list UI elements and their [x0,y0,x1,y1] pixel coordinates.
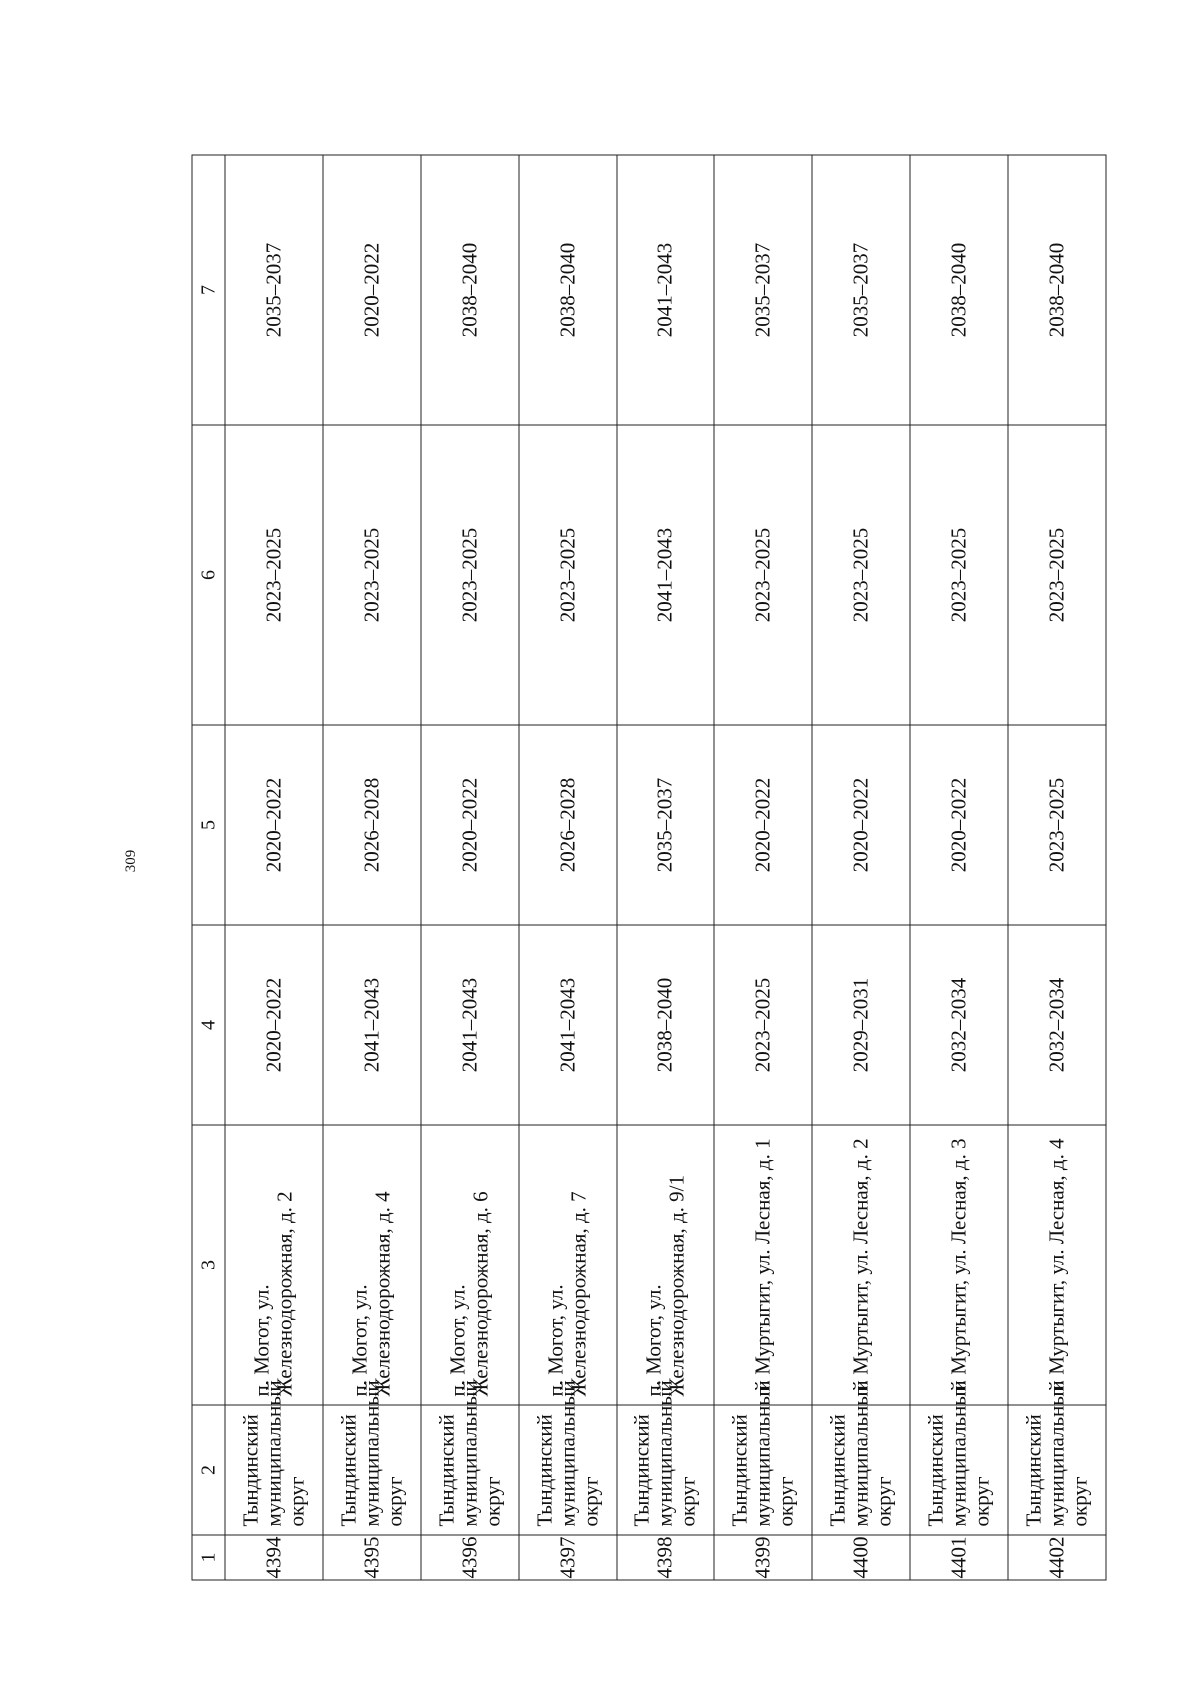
period-cell-7: 2041–2043 [617,155,715,425]
period-cell-7: 2020–2022 [323,155,421,425]
row-number-cell: 4397 [519,1535,617,1580]
period-cell-5: 2020–2022 [225,725,323,925]
district-cell: Тындинский муниципальный округ [617,1405,715,1535]
period-cell-7: 2038–2040 [910,155,1008,425]
period-cell-4: 2041–2043 [519,925,617,1125]
address-cell: п. Могот, ул. Железнодорожная, д. 6 [421,1125,519,1405]
address-cell: п. Могот, ул. Железнодорожная, д. 7 [519,1125,617,1405]
period-cell-7: 2035–2037 [812,155,910,425]
period-cell-6: 2023–2025 [910,425,1008,725]
period-cell-6: 2023–2025 [323,425,421,725]
period-cell-6: 2041–2043 [617,425,715,725]
address-cell: п. Муртыгит, ул. Лесная, д. 1 [714,1125,812,1405]
period-cell-4: 2041–2043 [421,925,519,1125]
table-row [910,155,1008,1580]
period-cell-5: 2026–2028 [519,725,617,925]
row-number-cell: 4398 [617,1535,715,1580]
district-cell: Тындинский муниципальный округ [519,1405,617,1535]
column-header-3: 3 [192,1125,225,1405]
address-cell: п. Муртыгит, ул. Лесная, д. 4 [1008,1125,1106,1405]
address-cell: п. Муртыгит, ул. Лесная, д. 2 [812,1125,910,1405]
period-cell-7: 2038–2040 [519,155,617,425]
period-cell-5: 2023–2025 [1008,725,1106,925]
period-cell-4: 2023–2025 [714,925,812,1125]
address-cell: п. Могот, ул. Железнодорожная, д. 9/1 [617,1125,715,1405]
data-table [192,155,1107,1581]
period-cell-4: 2038–2040 [617,925,715,1125]
district-cell: Тындинский муниципальный округ [714,1405,812,1535]
table-row [225,155,323,1580]
row-number-cell: 4394 [225,1535,323,1580]
column-header-4: 4 [192,925,225,1125]
period-cell-4: 2029–2031 [812,925,910,1125]
period-cell-7: 2035–2037 [225,155,323,425]
period-cell-6: 2023–2025 [519,425,617,725]
column-header-2: 2 [192,1405,225,1535]
table-row [617,155,715,1580]
period-cell-5: 2035–2037 [617,725,715,925]
row-number-cell: 4399 [714,1535,812,1580]
period-cell-5: 2020–2022 [812,725,910,925]
table-row [714,155,812,1580]
header-row [192,155,225,1580]
address-cell: п. Могот, ул. Железнодорожная, д. 2 [225,1125,323,1405]
period-cell-6: 2023–2025 [812,425,910,725]
row-number-cell: 4402 [1008,1535,1106,1580]
period-cell-5: 2020–2022 [910,725,1008,925]
period-cell-7: 2038–2040 [421,155,519,425]
table-row [421,155,519,1580]
period-cell-4: 2032–2034 [1008,925,1106,1125]
period-cell-6: 2023–2025 [421,425,519,725]
row-number-cell: 4395 [323,1535,421,1580]
column-header-5: 5 [192,725,225,925]
district-cell: Тындинский муниципальный округ [225,1405,323,1535]
period-cell-4: 2020–2022 [225,925,323,1125]
district-cell: Тындинский муниципальный округ [421,1405,519,1535]
period-cell-6: 2023–2025 [714,425,812,725]
table-row [812,155,910,1580]
district-cell: Тындинский муниципальный округ [910,1405,1008,1535]
table-row [1008,155,1106,1580]
district-cell: Тындинский муниципальный округ [323,1405,421,1535]
address-cell: п. Могот, ул. Железнодорожная, д. 4 [323,1125,421,1405]
row-number-cell: 4401 [910,1535,1008,1580]
column-header-7: 7 [192,155,225,425]
period-cell-6: 2023–2025 [225,425,323,725]
district-cell: Тындинский муниципальный округ [1008,1405,1106,1535]
page-number: 309 [122,849,139,873]
table-row [519,155,617,1580]
row-number-cell: 4400 [812,1535,910,1580]
column-header-1: 1 [192,1535,225,1580]
row-number-cell: 4396 [421,1535,519,1580]
table-container [191,155,1106,1580]
period-cell-5: 2020–2022 [421,725,519,925]
period-cell-4: 2041–2043 [323,925,421,1125]
district-cell: Тындинский муниципальный округ [812,1405,910,1535]
period-cell-4: 2032–2034 [910,925,1008,1125]
period-cell-5: 2020–2022 [714,725,812,925]
address-cell: п. Муртыгит, ул. Лесная, д. 3 [910,1125,1008,1405]
column-header-6: 6 [192,425,225,725]
period-cell-6: 2023–2025 [1008,425,1106,725]
period-cell-7: 2035–2037 [714,155,812,425]
period-cell-5: 2026–2028 [323,725,421,925]
period-cell-7: 2038–2040 [1008,155,1106,425]
table-row [323,155,421,1580]
